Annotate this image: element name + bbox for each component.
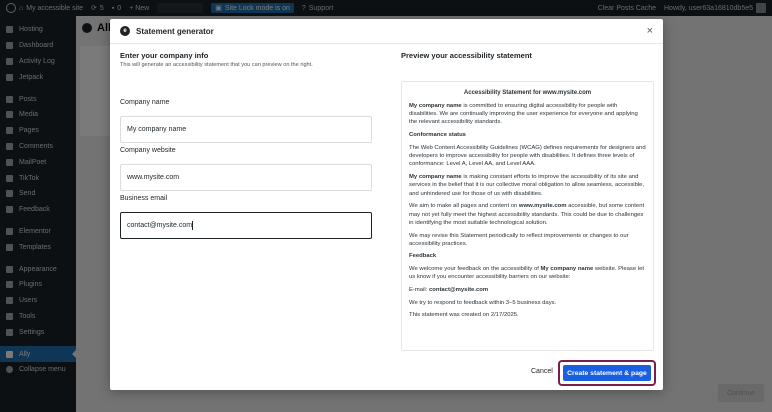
business-email-value: contact@mysite.com — [127, 222, 193, 229]
created-date-text: This statement was created on 2/17/2025. — [409, 312, 519, 319]
statement-paragraph — [409, 202, 646, 227]
statement-text: is committed to ensuring digital accessibility for people with disabilities. We are continually improving the user experience for everyone and applying the relevant accessibility standards. — [409, 102, 638, 126]
cancel-button[interactable]: Cancel — [531, 368, 553, 375]
statement-paragraph — [409, 102, 646, 127]
statement-text: accessible, but some content may not yet fully meet the highest accessibility standards. This could be due to challenges in identifying the most suitable technological solution. — [409, 203, 645, 226]
statement-generator-modal — [110, 19, 663, 390]
conformance-heading: Conformance status — [409, 132, 466, 139]
close-icon[interactable]: × — [646, 25, 653, 37]
company-name-text: My company name — [409, 102, 462, 109]
email-prefix: E-mail: — [409, 286, 429, 293]
statement-paragraph — [409, 173, 646, 198]
feedback-heading: Feedback — [409, 253, 437, 260]
response-time-text: We try to respond to feedback within 3–5 business days. — [409, 299, 557, 306]
site-url-text: www.mysite.com — [518, 203, 567, 210]
statement-text: We welcome your feedback on the accessibility of — [409, 266, 541, 273]
company-info-form — [120, 49, 372, 229]
create-button-highlight — [558, 360, 656, 386]
preview-heading: Preview your accessibility statement — [401, 51, 532, 60]
business-email-label: Business email — [120, 195, 168, 202]
business-email-field[interactable] — [120, 212, 372, 239]
company-website-field[interactable]: www.mysite.com — [120, 164, 372, 191]
company-name-label: Company name — [120, 99, 170, 106]
company-name-text: My company name — [409, 173, 462, 180]
preview-box — [401, 81, 654, 351]
revision-text: We may revise this Statement periodically to reflect improvements or changes to our accessibility practices. — [409, 232, 629, 247]
modal-title: Statement generator — [136, 26, 214, 36]
form-subheading: This will generate an accessibility statement that you can preview on the right. — [120, 62, 313, 68]
form-heading: Enter your company info — [120, 51, 209, 60]
create-statement-button[interactable]: Create statement & page — [563, 365, 651, 381]
company-website-label: Company website — [120, 147, 176, 154]
company-name-text: My company name — [540, 266, 594, 273]
company-name-field[interactable]: My company name — [120, 116, 372, 143]
conformance-text: The Web Content Accessibility Guidelines (WCAG) defines requirements for designers and developers to improve accessibility for people with disabilities. It defines three levels of conformance: Level A, Level AA, and Level AAA. — [409, 144, 646, 168]
ally-logo-icon: e — [120, 26, 130, 36]
email-line — [409, 286, 646, 294]
modal-header — [110, 19, 663, 44]
statement-text: We aim to make all pages and content on — [409, 203, 519, 210]
statement-text: website. Please let us know if you encounter accessibility barriers on our website: — [409, 266, 644, 281]
statement-title: Accessibility Statement for www.mysite.com — [463, 90, 592, 96]
statement-preview — [401, 49, 654, 319]
email-text: contact@mysite.com — [428, 286, 489, 293]
statement-text: is making constant efforts to improve the accessibility of its site and services in the belief that it is our collective moral obligation to allow seamless, accessible, and unhindered use for those of us with disabilities. — [409, 173, 645, 197]
text-cursor — [192, 221, 193, 230]
statement-paragraph — [409, 265, 646, 282]
